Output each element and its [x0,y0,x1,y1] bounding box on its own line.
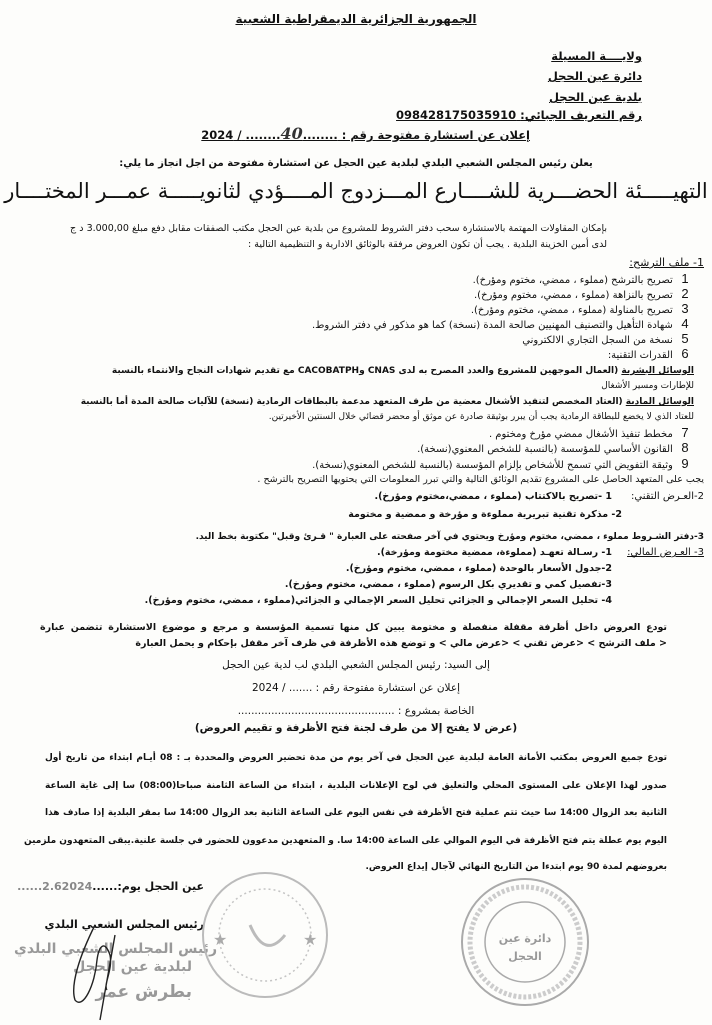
human-resources-label: الوسائل البشرية [621,366,694,376]
date-year: 2024...... [17,880,93,893]
item-number: 7 [681,425,689,440]
material-resources-label: الوسائل المادية [625,397,694,407]
list-item [473,272,694,288]
tax-id-label: رقم التعريف الجبائي: [520,108,642,122]
list-item [417,441,694,457]
dots: ........ [302,128,338,142]
notice-label: إعلان عن استشارة مفتوحة رقم : [337,128,530,142]
item-number: 3 [681,301,689,316]
date-label: عين الحجل يوم:...... [92,880,204,893]
item-text: القانون الأساسي للمؤسسة (بالنسبة للشخص المعنوي(نسخة). [417,444,673,455]
dots: ........ [245,128,281,142]
wilaya-label: ولايــــة المسيلة [551,49,642,63]
notice-year: / 2024 [201,128,242,142]
section-technical-title: 2-العـرض التقني: [631,491,704,502]
list-item: 1 -تصريح بالاكتتاب (مملوء ، ممضي،مختوم ومؤرخ). [374,491,612,502]
list-item [312,457,694,473]
date-line [17,880,204,894]
address-notice: إعلان عن استشارة مفتوحة رقم : ....... / 2024 [251,682,461,694]
deposit-line: اليوم يوم عطلة يتم فتح الأظرفة في اليوم الموالي على الساعة 14:00 سا. و المتعهدين مدعوون للحضور في جلسة علنية.يبقى المتعهدون ملزمين [23,836,667,846]
item-text: تصريح بالترشح (مملوء ، ممضي، مختوم ومؤرخ). [472,275,673,286]
address-warning: (عرض لا يفتح إلا من طرف لجنة فتح الأظرفة و تقييم العروض) [194,722,518,734]
section-financial-title: 3- العـرض المالي: [627,547,704,558]
item-text: تصريح بالنزاهة (مملوء ، ممضي، مختوم ومؤرخ). [473,290,673,301]
envelope-line: < ملف الترشح > <عرض تقني > <عرض مالي > و توضع هذه الأظرفة في ظرف آخر مقفل بإحكام و يحمل العبارة [135,638,667,649]
section-candidature-title: 1- ملف الترشح: [629,256,704,269]
human-resources-line2: للإطارات ومسير الأشغال [601,381,694,391]
round-seal-icon [195,865,335,1005]
paragraph-line: بإمكان المقاولات المهتمة بالاستشارة سحب دفتر الشروط للمشروع من بلدية عين الحجل مكتب الصفقات مقابل دفع مبلغ 3.000,00 د ج [70,223,608,234]
paragraph-line: لدى أمين الخزينة البلدية . يجب أن تكون العروض مرفقة بالوثائق الادارية و التنظيمية التالية : [248,239,607,250]
svg-text:★: ★ [303,930,318,949]
notice-number: 40 [280,124,303,143]
address-to: إلى السيد: رئيس المجلس الشعبي البلدي لب لدية عين الحجل [222,659,490,671]
svg-text:★: ★ [213,930,228,949]
daira-label: دائرة عين الحجل [547,69,642,83]
human-resources-line [112,364,694,378]
stamp-signer-commune: لبلدية عين الحجل [73,959,192,975]
human-resources-text: (العمال الموجهين للمشروع والعدد المصرح به لدى CNAS وCACOBATPH مع تقديم شهادات النجاح والانتماء بالنسبة [111,366,622,376]
item-number: 4 [681,316,689,331]
item-text: وثيقة التفويض التي تسمح للأشخاص بإلزام المؤسسة (بالنسبة للشخص المعنوي(نسخة). [312,460,673,471]
item-text: تصريح بالمناولة (مملوء ، ممضي، مختوم ومؤرخ). [470,305,673,316]
list-item: 3-تفصيل كمي و تقديري بكل الرسوم (مملوء ، ممضي، مختوم ومؤرخ). [284,579,612,590]
list-item: 1- رسـالة تعهـد (مملوءة، ممضية مختومة ومؤرخة). [376,547,612,558]
material-resources-line [81,395,694,409]
commune-label: بلدية عين الحجل [549,90,642,104]
list-item [522,332,694,348]
tax-id-value: 098428175035910 [396,108,517,122]
list-item: 3-دفتر الشـروط مملوء ، ممضي، مختوم ومؤرخ ويحتوي في آخر صفحته على العبارة " قـرئ وقبل" مكتوبة بخط اليد. [195,532,704,542]
list-item [608,347,694,363]
material-resources-text: (العتاد المخصص لتنفيذ الأشغال معضية من طرف المتعهد مدعمة بالبطاقات الرمادية (نسخة) للآليات صالحة المدة أما بالنسبة [80,397,626,407]
item-text: شهادة التأهيل والتصنيف المهنيين صالحة المدة (نسخة) كما هو مذكور في دفتر الشروط. [311,320,673,331]
item-number: 6 [681,346,689,361]
list-item [471,302,694,318]
item-number: 1 [681,271,689,286]
list-item: 2- مذكرة تقنية تبريرية مملوءة و مؤرخة و ممضية و مختومة [348,509,622,520]
list-item [312,317,694,333]
deposit-line: تودع جميع العروض بمكتب الأمانة العامة لبلدية عين الحجل في آخر يوم من مدة تحضير العروض والمحددة بـ : 08 أيـام ابتداء من تاريخ أول [45,753,667,763]
list-item [489,426,694,442]
signatory-title: رئيس المجلس الشعبي البلدي [44,918,204,931]
item-text: مخطط تنفيذ الأشغال ممضي مؤرخ ومختوم . [488,429,673,440]
item-number: 9 [681,456,689,471]
republic-heading: الجمهورية الجزائرية الديمقراطية الشعبية [235,12,477,26]
signature-icon [55,915,135,1025]
stamp-signer-name: بطرش عمر [95,982,192,1002]
deposit-line: صدور لهذا الإعلان على المستوى المحلي والتعليق في لوح الإعلانات البلدية ، ابتداء من الساعة الثامنة صباحا(08:00) سا إلى غاية الساعة [45,781,668,791]
stamp-right-text: دائرة عين الحجل [498,932,552,963]
project-title: التهيـــــئة الحضـــرية للشــــارع المـــزدوج المــــؤدي لثانويـــــة عمـــر المختــــار [4,179,708,203]
address-project: الخاصة بمشروع : ............................................... [237,705,475,717]
item-number: 5 [681,331,689,346]
list-item: 2-جدول الأسعار بالوحدة (مملوء ، ممضي، مختوم ومؤرخ). [345,563,612,574]
list-item: 4- تحليل السعر الإجمالي و الجزائي تحليل السعر الإجمالي و الجزائي(مملوء ، ممضي، مختوم ومؤرخ). [144,595,612,606]
item-number: 2 [681,286,689,301]
item-number: 8 [681,440,689,455]
material-resources-line2: للعتاد الذي لا يخضع للبطاقة الرمادية يجب أن يبرر بوثيقة صادرة عن موثق أو محضر قضائي خلال السنتين الأخيرتين. [268,412,694,422]
envelope-line: تودع العروض داخل أظرفة مقفلة منفصلة و مختومة يبين كل منها تسمية المؤسسة و مرجع و موضوع الاستشارة تتضمن عبارة [40,622,667,633]
list-item [474,287,694,303]
note-text: يجب على المتعهد الحاصل على المشروع تقديم الوثائق التالية والتي تبرر المعلومات التي يحتويها التصريح بالترشح . [257,474,704,485]
deposit-line: الثانية بعد الزوال 14:00 سا حيث تتم عملية فتح الأظرفة في نفس اليوم على الساعة الثانية بعد الزوال 14:00 سا بمقر البلدية إذا صادف هذا [45,808,668,818]
item-text: القدرات التقنية: [607,350,673,361]
notice-number-line [201,124,530,143]
tax-id-line [396,108,642,122]
item-text: نسخة من السجل التجاري الالكتروني [522,335,673,346]
date-value: 2.6 [42,880,62,893]
stamp-signer-title: رئيس المجلس الشعبي البلدي [14,941,217,957]
intro-text: يعلن رئيس المجلس الشعبي البلدي لبلدية عين الحجل عن استشارة مفتوحة من اجل انجاز ما يلي: [119,158,593,169]
deposit-line: بعروضهم لمدة 90 يوم ابتدءا من التاريخ النهائي لآجال إيداع العروض. [365,862,667,872]
